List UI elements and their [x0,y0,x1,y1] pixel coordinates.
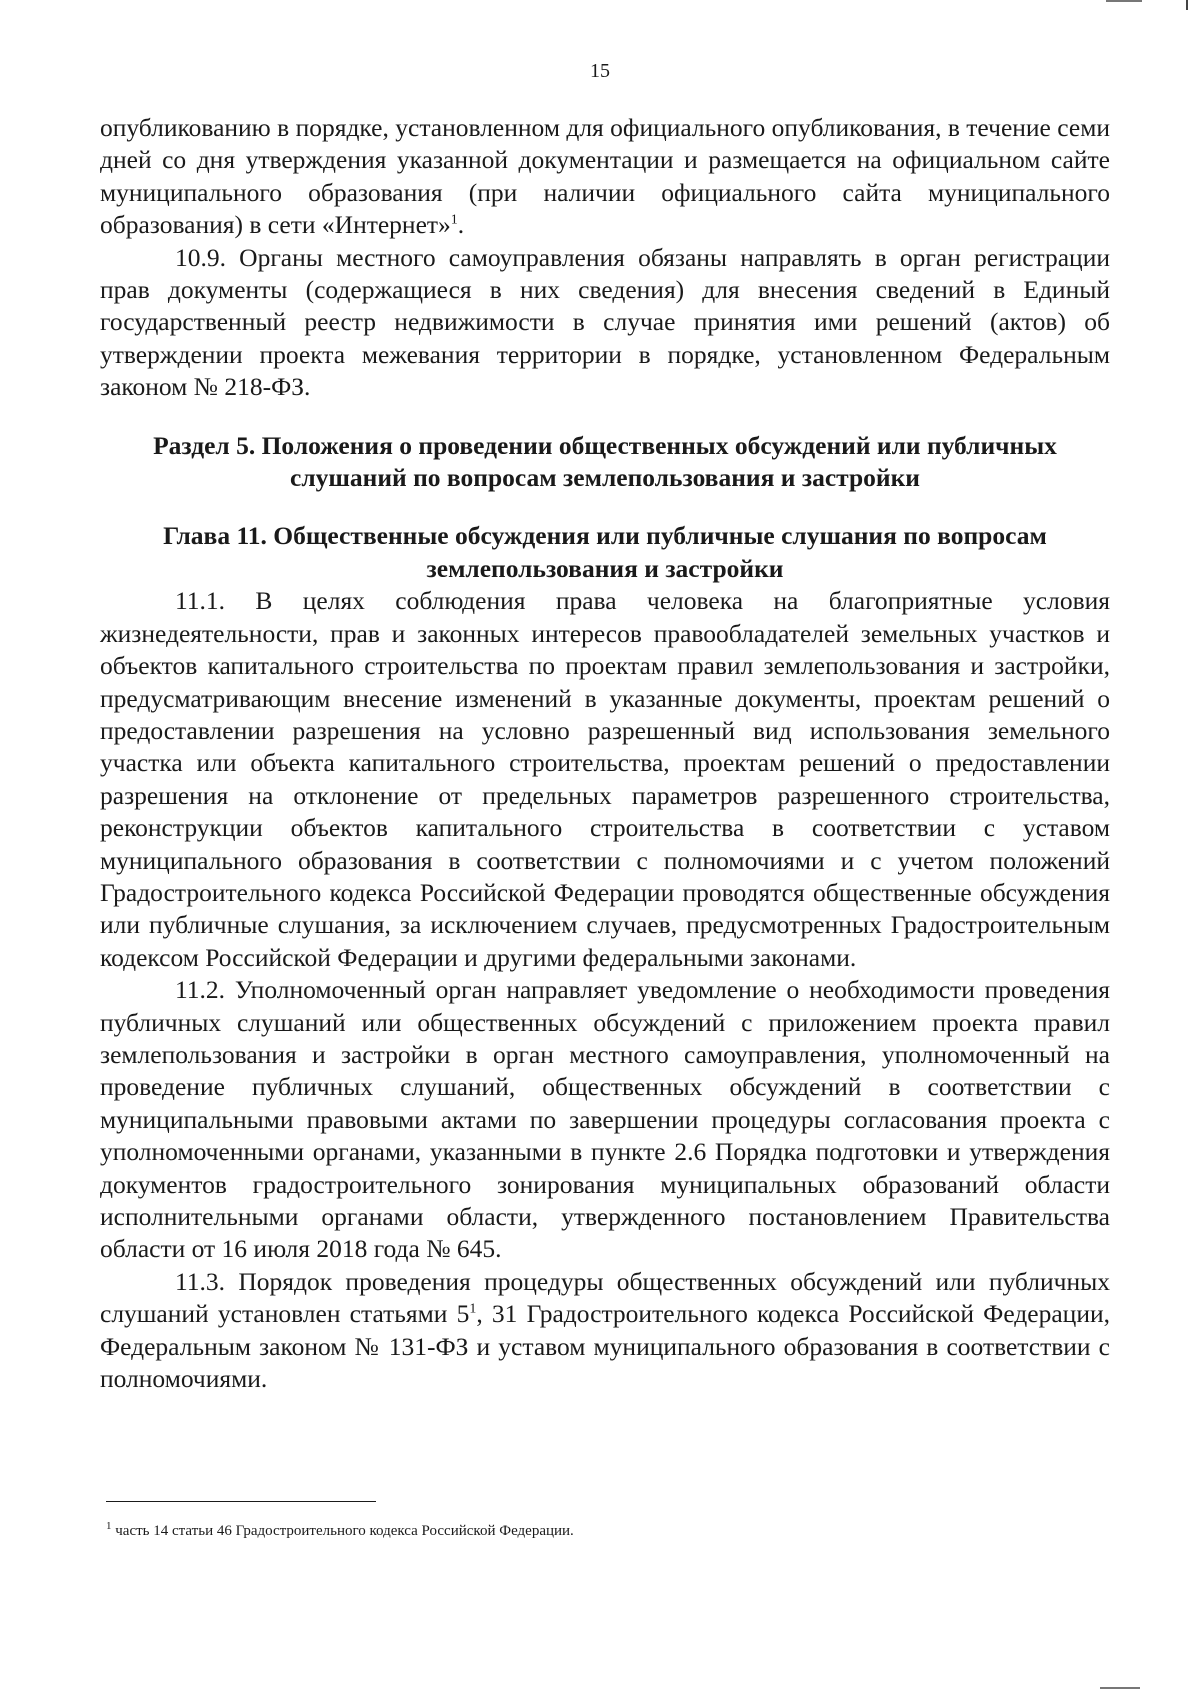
paragraph-11-3 [100,1266,1110,1396]
paragraph-text: . [457,210,465,240]
footnote-marker: 1 [106,1520,112,1532]
scan-edge-mark [1100,1687,1140,1689]
footnote [106,1521,1006,1541]
paragraph-text: , 31 Градостроительного кодекса Российской Федерации, Федеральным законом № 131-ФЗ и уставом муниципального образования в соответствии с полномочиями. [100,1299,1110,1394]
paragraph-continuation [100,112,1110,242]
paragraph-text: 11.3. Порядок проведения процедуры общественных обсуждений или публичных слушаний установлен статьями 5 [100,1266,1110,1329]
paragraph-11-1: 11.1. В целях соблюдения права человека на благоприятные условия жизнедеятельности, прав и законных интересов правообладателей земельных участков и объектов капитального строительства по проектам правил землепользования и застройки, предусматривающим внесение изменений в указанные документы, проектам решений о предоставлении разрешения на условно разрешенный вид использования земельного участка или объекта капитального строительства, проектам решений о предоставлении разрешения на отклонение от предельных параметров разрешенного строительства, реконструкции объектов капитального строительства в соответствии с уставом муниципального образования в соответствии с полномочиями и с учетом положений Градостроительного кодекса Российской Федерации проводятся общественные обсуждения или публичные слушания, за исключением случаев, предусмотренных Градостроительным кодексом Российской Федерации и другими федеральными законами. [100,586,1110,972]
footnote-reference: 1 [450,212,458,228]
section-heading: Раздел 5. Положения о проведении общественных обсуждений или публичных слушаний по вопросам землепользования и застройки [153,430,1057,493]
paragraph-10-9: 10.9. Органы местного самоуправления обязаны направлять в орган регистрации прав документы (содержащиеся в них сведения) для внесения сведений в Единый государственный реестр недвижимости в случае принятия ими решений (актов) об утверждении проекта межевания территории в порядке, установленном Федеральным законом № 218-ФЗ. [100,242,1110,402]
footnote-separator [106,1501,376,1502]
scan-edge-mark [1186,0,1188,10]
page-number: 15 [590,60,610,82]
document-body [100,112,1110,1395]
superscript-index: 1 [469,1301,477,1317]
footnote-text: часть 14 статьи 46 Градостроительного кодекса Российской Федерации. [111,1523,574,1539]
paragraph-text: опубликованию в порядке, установленном для официального опубликования, в течение семи дней со дня утверждения указанной документации и размещается на официальном сайте муниципального образования (при наличии официального сайта муниципального образования) в сети «Интернет» [100,113,1110,240]
chapter-heading: Глава 11. Общественные обсуждения или публичные слушания по вопросам землепользования и застройки [163,521,1047,583]
scan-edge-mark [1106,0,1142,2]
paragraph-11-2: 11.2. Уполномоченный орган направляет уведомление о необходимости проведения публичных слушаний или общественных обсуждений с приложением проекта правил землепользования и застройки в орган местного самоуправления, уполномоченный на проведение публичных слушаний, общественных обсуждений в соответствии с муниципальными правовыми актами по завершении процедуры согласования проекта с уполномоченными органами, указанными в пункте 2.6 Порядка подготовки и утверждения документов градостроительного зонирования муниципальных образований области исполнительными органами области, утвержденного постановлением Правительства области от 16 июля 2018 года № 645. [100,975,1110,1264]
